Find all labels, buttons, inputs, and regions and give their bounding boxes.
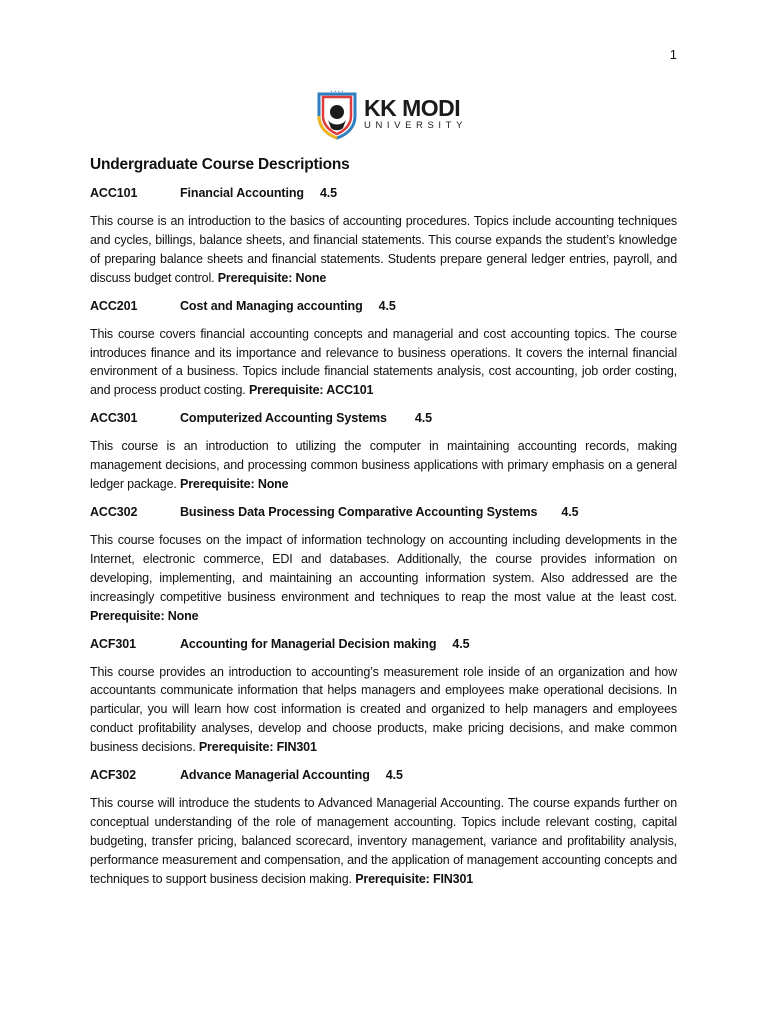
course-header bbox=[90, 411, 677, 425]
course-code: ACC101 bbox=[90, 186, 138, 200]
course-code: ACF302 bbox=[90, 768, 136, 783]
course-credits: 4.5 bbox=[385, 768, 403, 783]
page-number: 1 bbox=[669, 47, 677, 62]
logo-wordmark: KK MODI bbox=[364, 95, 461, 121]
course-code: ACC301 bbox=[90, 411, 138, 426]
course-description-text: This course will introduce the students to Advanced Managerial Accounting. The course expands further on conceptual understanding of the role of management accounting. Topics include relevant costing, capital budgeting, transfer pricing, balanced scorecard, inventory management, variance and profitability analysis, performance measurement and compensation, and the application of management accounting concepts and techniques to support business decision making. bbox=[90, 796, 677, 886]
course-description-text: This course provides an introduction to accounting’s measurement role inside of an organization and how accountants communicate information that helps managers and employees make operational decisions. In particular, you will learn how cost information is created and organized to help managers and employees conduct profitability analyses, develop and choose products, make pricing decisions, and make common business decisions. bbox=[90, 664, 677, 755]
course-header bbox=[90, 768, 677, 782]
course-description bbox=[90, 325, 677, 401]
course-entry bbox=[90, 637, 677, 758]
course-description bbox=[90, 531, 677, 626]
course-prerequisite: Prerequisite: FIN301 bbox=[198, 740, 317, 755]
course-name: Business Data Processing Comparative Accounting Systems bbox=[180, 504, 538, 519]
course-credits: 4.5 bbox=[319, 186, 338, 200]
course-header bbox=[90, 637, 677, 651]
course-description bbox=[90, 663, 677, 758]
course-prerequisite: Prerequisite: None bbox=[90, 608, 199, 623]
university-crest-icon bbox=[316, 88, 358, 140]
course-credits: 4.5 bbox=[452, 636, 470, 651]
course-entry bbox=[90, 505, 677, 626]
document-title: Undergraduate Course Descriptions bbox=[90, 156, 350, 173]
course-code: ACC302 bbox=[90, 504, 138, 519]
course-credits: 4.5 bbox=[414, 411, 432, 426]
course-header bbox=[90, 505, 677, 519]
course-description-text: This course is an introduction to utilizing the computer in maintaining accounting records, making management decisions, and processing common business applications with primary emphasis on a general ledger package. bbox=[90, 439, 677, 492]
logo-subtitle: UNIVERSITY bbox=[364, 120, 468, 131]
course-prerequisite: Prerequisite: None bbox=[217, 270, 327, 285]
course-entry bbox=[90, 186, 677, 288]
course-description-text: This course covers financial accounting concepts and managerial and cost accounting topics. The course introduces finance and its importance and relevance to business operations. It covers the internal financial environment of a business. Topics include financial statements analysis, cost accounting, job order costing, and process product costing. bbox=[90, 326, 677, 398]
course-prerequisite: Prerequisite: FIN301 bbox=[355, 871, 474, 886]
course-entry bbox=[90, 768, 677, 889]
course-code: ACF301 bbox=[90, 636, 136, 651]
course-name: Cost and Managing accounting bbox=[180, 298, 363, 313]
course-header bbox=[90, 186, 677, 200]
course-description-text: This course is an introduction to the basics of accounting procedures. Topics include accounting techniques and cycles, billings, balance sheets, and financial statements. This course expands the student’s knowledge of preparing balance sheets and financial statements. Students prepare general ledger entries, payroll, and discuss budget control. bbox=[90, 214, 677, 285]
course-name: Financial Accounting bbox=[180, 186, 304, 200]
course-description bbox=[90, 437, 677, 494]
course-header bbox=[90, 299, 677, 313]
course-entry bbox=[90, 411, 677, 494]
course-name: Computerized Accounting Systems bbox=[180, 411, 387, 426]
course-description-text: This course focuses on the impact of information technology on accounting including developments in the Internet, electronic commerce, EDI and databases. Additionally, the course provides information on developing, implementing, and maintaining an accounting information system. Also addressed are the increasingly competitive business environment and techniques to reap the most value at the least cost. bbox=[90, 532, 677, 604]
document-body bbox=[90, 156, 677, 900]
university-logo bbox=[316, 88, 467, 140]
course-description bbox=[90, 212, 677, 288]
course-entry bbox=[90, 299, 677, 401]
course-prerequisite: Prerequisite: None bbox=[180, 477, 289, 492]
course-code: ACC201 bbox=[90, 298, 138, 313]
course-name: Advance Managerial Accounting bbox=[180, 768, 370, 783]
course-description bbox=[90, 794, 677, 889]
course-name: Accounting for Managerial Decision making bbox=[180, 636, 437, 651]
course-credits: 4.5 bbox=[561, 504, 579, 519]
svg-text:• • • •: • • • • bbox=[330, 89, 344, 94]
course-credits: 4.5 bbox=[378, 298, 396, 313]
course-prerequisite: Prerequisite: ACC101 bbox=[248, 383, 374, 398]
